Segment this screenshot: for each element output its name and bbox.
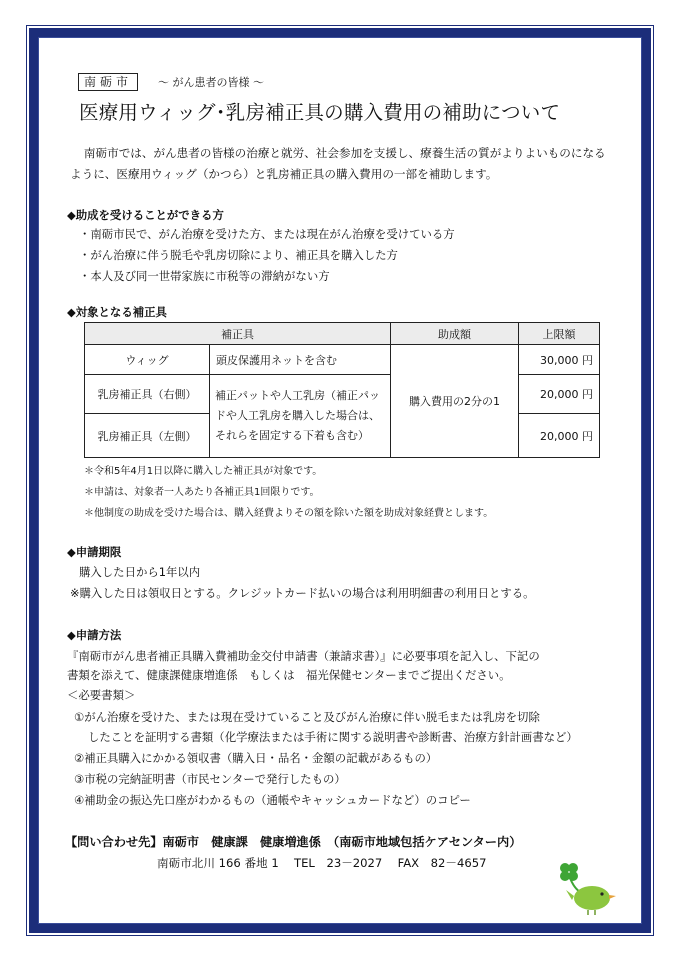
doc-item: ③市税の完納証明書（市民センターで発行したもの） [74, 772, 346, 786]
doc-item: ④補助金の振込先口座がわかるもの（通帳やキャッシュカードなど）のコピー [74, 793, 471, 807]
table-note: ＊申請は、対象者一人あたり各補正具1回限りです。 [84, 487, 320, 498]
limit-amount: 20,000 円 [519, 375, 600, 414]
eligibility-heading: ◆助成を受けることができる方 [67, 208, 224, 222]
page-title: 医療用ウィッグ･乳房補正具の購入費用の補助について [79, 101, 561, 124]
eligibility-item: ・がん治療に伴う脱毛や乳房切除により、補正具を購入した方 [79, 248, 398, 262]
subsidy-rate: 購入費用の2分の1 [391, 345, 519, 458]
table-row [85, 375, 600, 414]
doc-item: ②補正具購入にかかる領収書（購入日・品名・金額の記載があるもの） [74, 751, 438, 765]
table-note: ＊令和5年4月1日以降に購入した補正具が対象です。 [84, 466, 323, 477]
doc-item: ①がん治療を受けた、または現在受けていること及びがん治療に伴い脱毛または乳房を切除 [74, 710, 540, 724]
period-text: 購入した日から1年以内 [79, 565, 201, 579]
contact-address: 南砺市北川 166 番地 1 TEL 23－2027 FAX 82－4657 [157, 856, 487, 870]
device-name: 乳房補正具（右側） [85, 375, 210, 414]
period-note: ※購入した日は領収日とする。クレジットカード払いの場合は利用明細書の利用日とする。 [70, 586, 535, 600]
table-note: ＊他制度の助成を受けた場合は、購入経費よりその額を除いた額を助成対象経費とします。 [84, 508, 494, 519]
intro-paragraph: 南砺市では、がん患者の皆様の治療と就労、社会参加を支援し、療養生活の質がよりよいものになるように、医療用ウィッグ（かつら）と乳房補正具の購入費用の一部を補助します。 [70, 146, 606, 181]
method-line: 書類を添えて、健康課健康増進係 もしくは 福光保健センターまでご提出ください。 [67, 668, 511, 682]
device-note: 頭皮保護用ネットを含む [210, 345, 391, 375]
bird-icon [566, 886, 616, 915]
period-heading: ◆申請期限 [67, 545, 122, 559]
method-heading: ◆申請方法 [67, 628, 122, 642]
table-header: 上限額 [519, 323, 600, 345]
device-note: 補正パットや人工乳房（補正パッドや人工乳房を購入した場合は、それらを固定する下着も含む） [210, 375, 391, 458]
bird-clover-illustration [552, 858, 618, 918]
doc-item: したことを証明する書類（化学療法または手術に関する説明書や診断書、治療方針計画書など） [88, 730, 578, 744]
audience-subtitle: ～ がん患者の皆様 ～ [158, 76, 264, 89]
devices-table [84, 322, 600, 458]
device-name: ウィッグ [85, 345, 210, 375]
limit-amount: 30,000 円 [519, 345, 600, 375]
eligibility-item: ・南砺市民で、がん治療を受けた方、または現在がん治療を受けている方 [79, 227, 455, 241]
devices-heading: ◆対象となる補正具 [67, 305, 167, 319]
table-header: 助成額 [391, 323, 519, 345]
limit-amount: 20,000 円 [519, 414, 600, 458]
clover-icon [560, 863, 580, 892]
table-row [85, 345, 600, 375]
device-name: 乳房補正具（左側） [85, 414, 210, 458]
table-header: 補正具 [85, 323, 391, 345]
required-docs-heading: ＜必要書類＞ [67, 688, 136, 702]
city-tag: 南砺市 [78, 73, 138, 91]
method-line: 『南砺市がん患者補正具購入費補助金交付申請書（兼請求書）』に必要事項を記入し、下記の [67, 649, 540, 663]
contact-office: 南砺市 健康課 健康増進係 （南砺市地域包括ケアセンター内） [162, 835, 522, 849]
eligibility-item: ・本人及び同一世帯家族に市税等の滞納がない方 [79, 269, 330, 283]
contact-line [65, 833, 521, 850]
contact-label: 【問い合わせ先】 [65, 835, 163, 849]
